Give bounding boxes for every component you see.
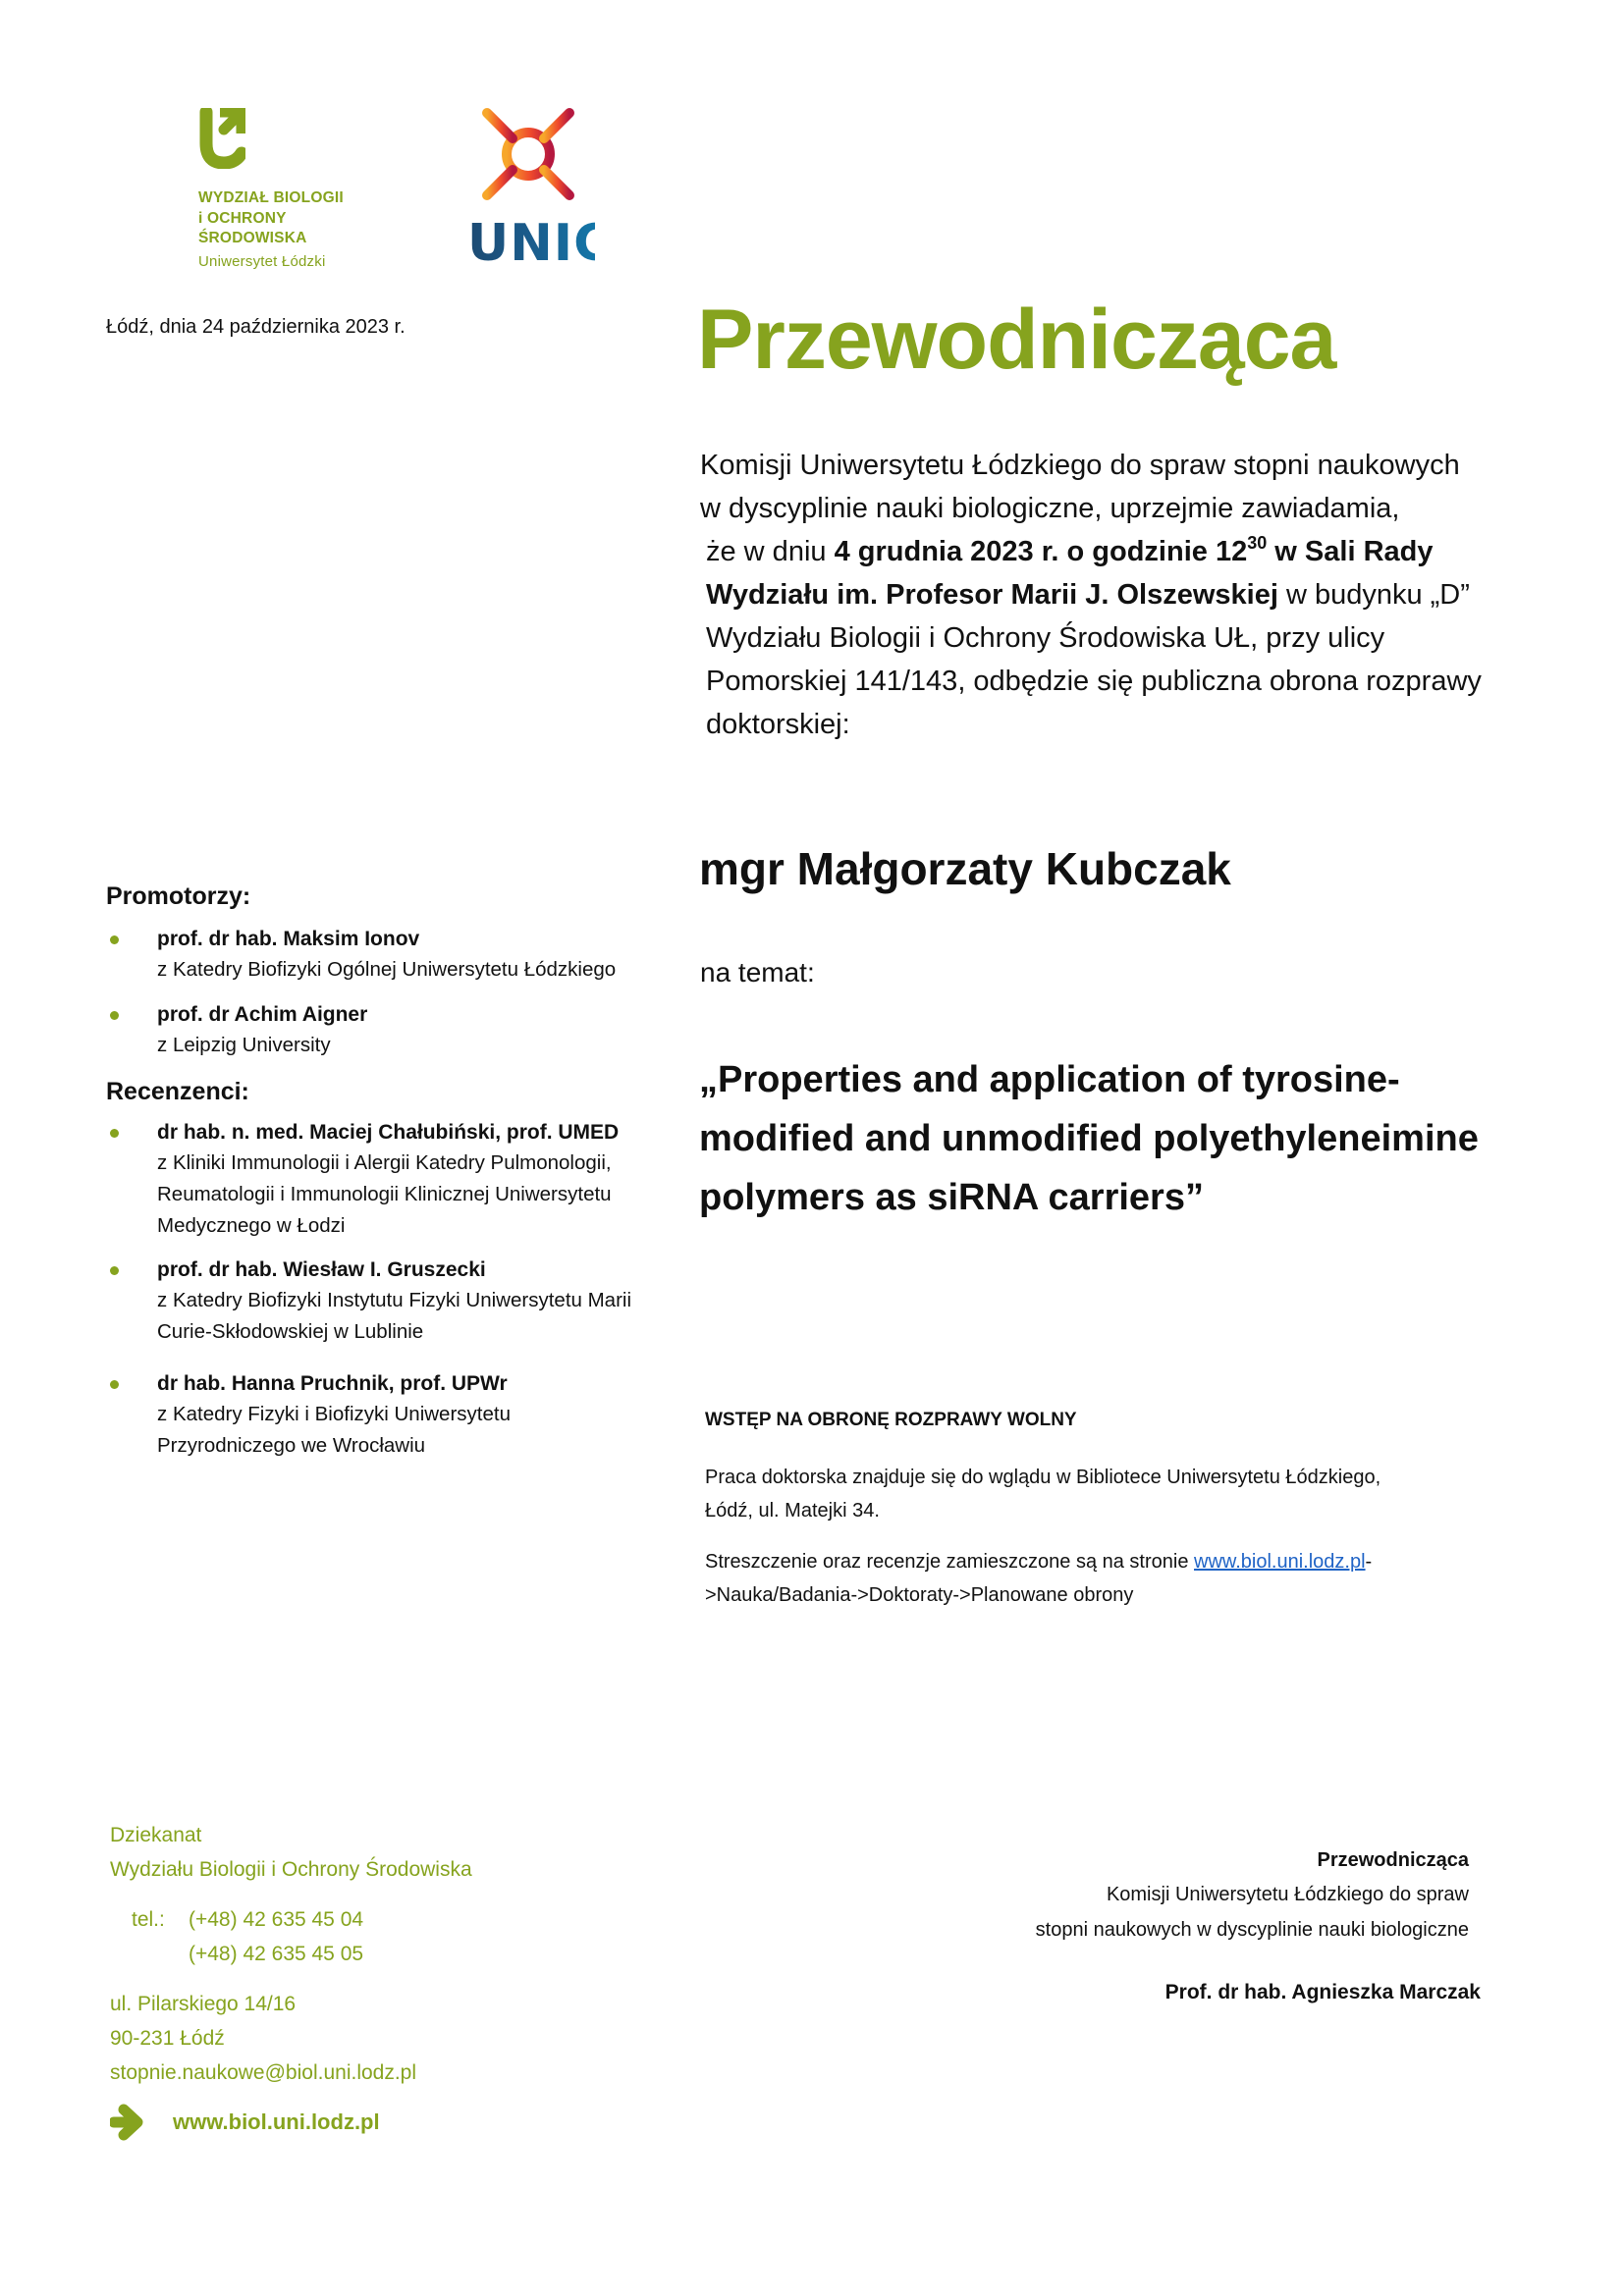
reviewer-item: [106, 1255, 715, 1348]
faculty-name-line: WYDZIAŁ BIOLOGII: [198, 189, 344, 206]
phone-row: [110, 1937, 472, 1971]
thesis-title-line: „Properties and application of tyrosine-: [699, 1059, 1400, 1100]
announcement-line: doktorskiej:: [706, 709, 850, 740]
office-name: Dziekanat: [110, 1824, 202, 1846]
bullet-icon: [110, 1266, 119, 1275]
phone-number: (+48) 42 635 45 04: [189, 1908, 364, 1931]
faculty-name: [198, 188, 385, 249]
email-address[interactable]: stopnie.naukowe@biol.uni.lodz.pl: [110, 2061, 417, 2084]
free-entry-heading: WSTĘP NA OBRONĘ ROZPRAWY WOLNY: [705, 1410, 1077, 1430]
reviewers-heading: Recenzenci:: [106, 1078, 249, 1105]
person-name: dr hab. Hanna Pruchnik, prof. UPWr: [157, 1372, 508, 1395]
faculty-logo: [198, 108, 385, 270]
person-affiliation: z Katedry Biofizyki Instytutu Fizyki Uniwersytetu Marii: [157, 1289, 632, 1311]
abstract-info: [705, 1545, 1569, 1578]
website-row[interactable]: [110, 2104, 472, 2141]
unic-logo: [467, 96, 613, 273]
text-span: Streszczenie oraz recenzje zamieszczone są na stronie: [705, 1551, 1195, 1573]
text-span: -: [1365, 1551, 1373, 1573]
text-span: że w dniu: [706, 536, 835, 567]
announcement-line: Pomorskiej 141/143, odbędzie się publiczna obrona rozprawy: [706, 666, 1482, 697]
promoters-heading: Promotorzy:: [106, 882, 251, 910]
person-affiliation: z Katedry Fizyki i Biofizyki Uniwersytetu: [157, 1403, 511, 1425]
person-name: prof. dr hab. Maksim Ionov: [157, 928, 420, 950]
reviewer-item: [106, 1118, 715, 1242]
faculty-name-line: i OCHRONY: [198, 209, 287, 227]
bullet-icon: [110, 935, 119, 944]
thesis-title-line: modified and unmodified polyethyleneimine: [699, 1118, 1479, 1159]
signatory-role: Przewodnicząca: [1317, 1849, 1469, 1871]
bullet-icon: [110, 1129, 119, 1138]
phone-number: (+48) 42 635 45 05: [189, 1943, 364, 1965]
phone-row: [110, 1902, 472, 1937]
university-name: Uniwersytet Łódzki: [198, 252, 326, 270]
person-name: prof. dr Achim Aigner: [157, 1003, 368, 1026]
bullet-icon: [110, 1011, 119, 1020]
library-info: Praca doktorska znajduje się do wglądu w Bibliotece Uniwersytetu Łódzkiego,: [705, 1467, 1381, 1488]
website-url[interactable]: www.biol.uni.lodz.pl: [173, 2109, 380, 2134]
arrow-right-icon: [110, 2104, 143, 2141]
defense-venue: w Sali Rady: [1267, 536, 1434, 567]
city-address: 90-231 Łódź: [110, 2027, 225, 2050]
announcement-line: [700, 573, 1544, 616]
person-affiliation: z Leipzig University: [157, 1034, 331, 1056]
public-notice: [705, 1404, 1569, 1612]
website-link[interactable]: www.biol.uni.lodz.pl: [1194, 1551, 1366, 1573]
promoter-item: [106, 1000, 715, 1061]
person-affiliation: z Katedry Biofizyki Ogólnej Uniwersytetu Łódzkiego: [157, 958, 617, 981]
signature-block: [937, 1843, 1526, 2004]
candidate-name: mgr Małgorzaty Kubczak: [699, 843, 1231, 894]
person-affiliation: Medycznego w Łodzi: [157, 1214, 346, 1237]
defense-date: 4 grudnia 2023 r. o godzinie 12: [834, 536, 1248, 567]
committee-list: [106, 881, 715, 1462]
unic-sunburst-icon: [467, 96, 589, 212]
person-affiliation: Przyrodniczego we Wrocławiu: [157, 1434, 426, 1457]
announcement-line: Wydziału Biologii i Ochrony Środowiska UŁ, przy ulicy: [706, 622, 1385, 654]
person-affiliation: z Kliniki Immunologii i Alergii Katedry Pulmonologii,: [157, 1151, 612, 1174]
page-title: Przewodnicząca: [697, 293, 1336, 387]
defense-hall: Wydziału im. Profesor Marii J. Olszewskiej: [706, 579, 1278, 611]
topic-label: na temat:: [700, 957, 815, 988]
announcement-text: [700, 444, 1544, 746]
thesis-title: [699, 1050, 1563, 1227]
reviewer-item: [106, 1369, 715, 1462]
library-address: Łódź, ul. Matejki 34.: [705, 1500, 880, 1522]
person-name: dr hab. n. med. Maciej Chałubiński, prof. UMED: [157, 1121, 620, 1144]
office-faculty: Wydziału Biologii i Ochrony Środowiska: [110, 1858, 472, 1881]
announcement-line: Komisji Uniwersytetu Łódzkiego do spraw stopni naukowych: [700, 450, 1460, 481]
promoter-item: [106, 925, 715, 986]
person-affiliation: Reumatologii i Immunologii Klinicznej Uniwersytetu: [157, 1183, 612, 1205]
thesis-title-line: polymers as siRNA carriers”: [699, 1177, 1204, 1218]
signatory-name: Prof. dr hab. Agnieszka Marczak: [1164, 1981, 1481, 2003]
committee-line: Komisji Uniwersytetu Łódzkiego do spraw: [1106, 1884, 1469, 1905]
abstract-path: >Nauka/Badania->Doktoraty->Planowane obrony: [705, 1584, 1134, 1606]
faculty-name-line: ŚRODOWISKA: [198, 230, 307, 246]
defense-time-minutes: 30: [1247, 533, 1268, 553]
committee-line: stopni naukowych w dyscyplinie nauki biologiczne: [1035, 1919, 1469, 1941]
announcement-line: [700, 530, 1544, 573]
person-name: prof. dr hab. Wiesław I. Gruszecki: [157, 1258, 486, 1281]
street-address: ul. Pilarskiego 14/16: [110, 1993, 297, 2015]
announcement-line: w dyscyplinie nauki biologiczne, uprzejmie zawiadamia,: [700, 493, 1400, 524]
text-span: w budynku „D”: [1277, 579, 1470, 611]
faculty-u-arrow-icon: [198, 108, 245, 169]
dean-office-contact: [110, 1818, 472, 2141]
document-date: Łódź, dnia 24 października 2023 r.: [106, 316, 406, 338]
unic-wordmark: UNIC: [467, 214, 613, 273]
bullet-icon: [110, 1380, 119, 1389]
phone-label: tel.:: [132, 1908, 165, 1931]
person-affiliation: Curie-Skłodowskiej w Lublinie: [157, 1320, 424, 1343]
